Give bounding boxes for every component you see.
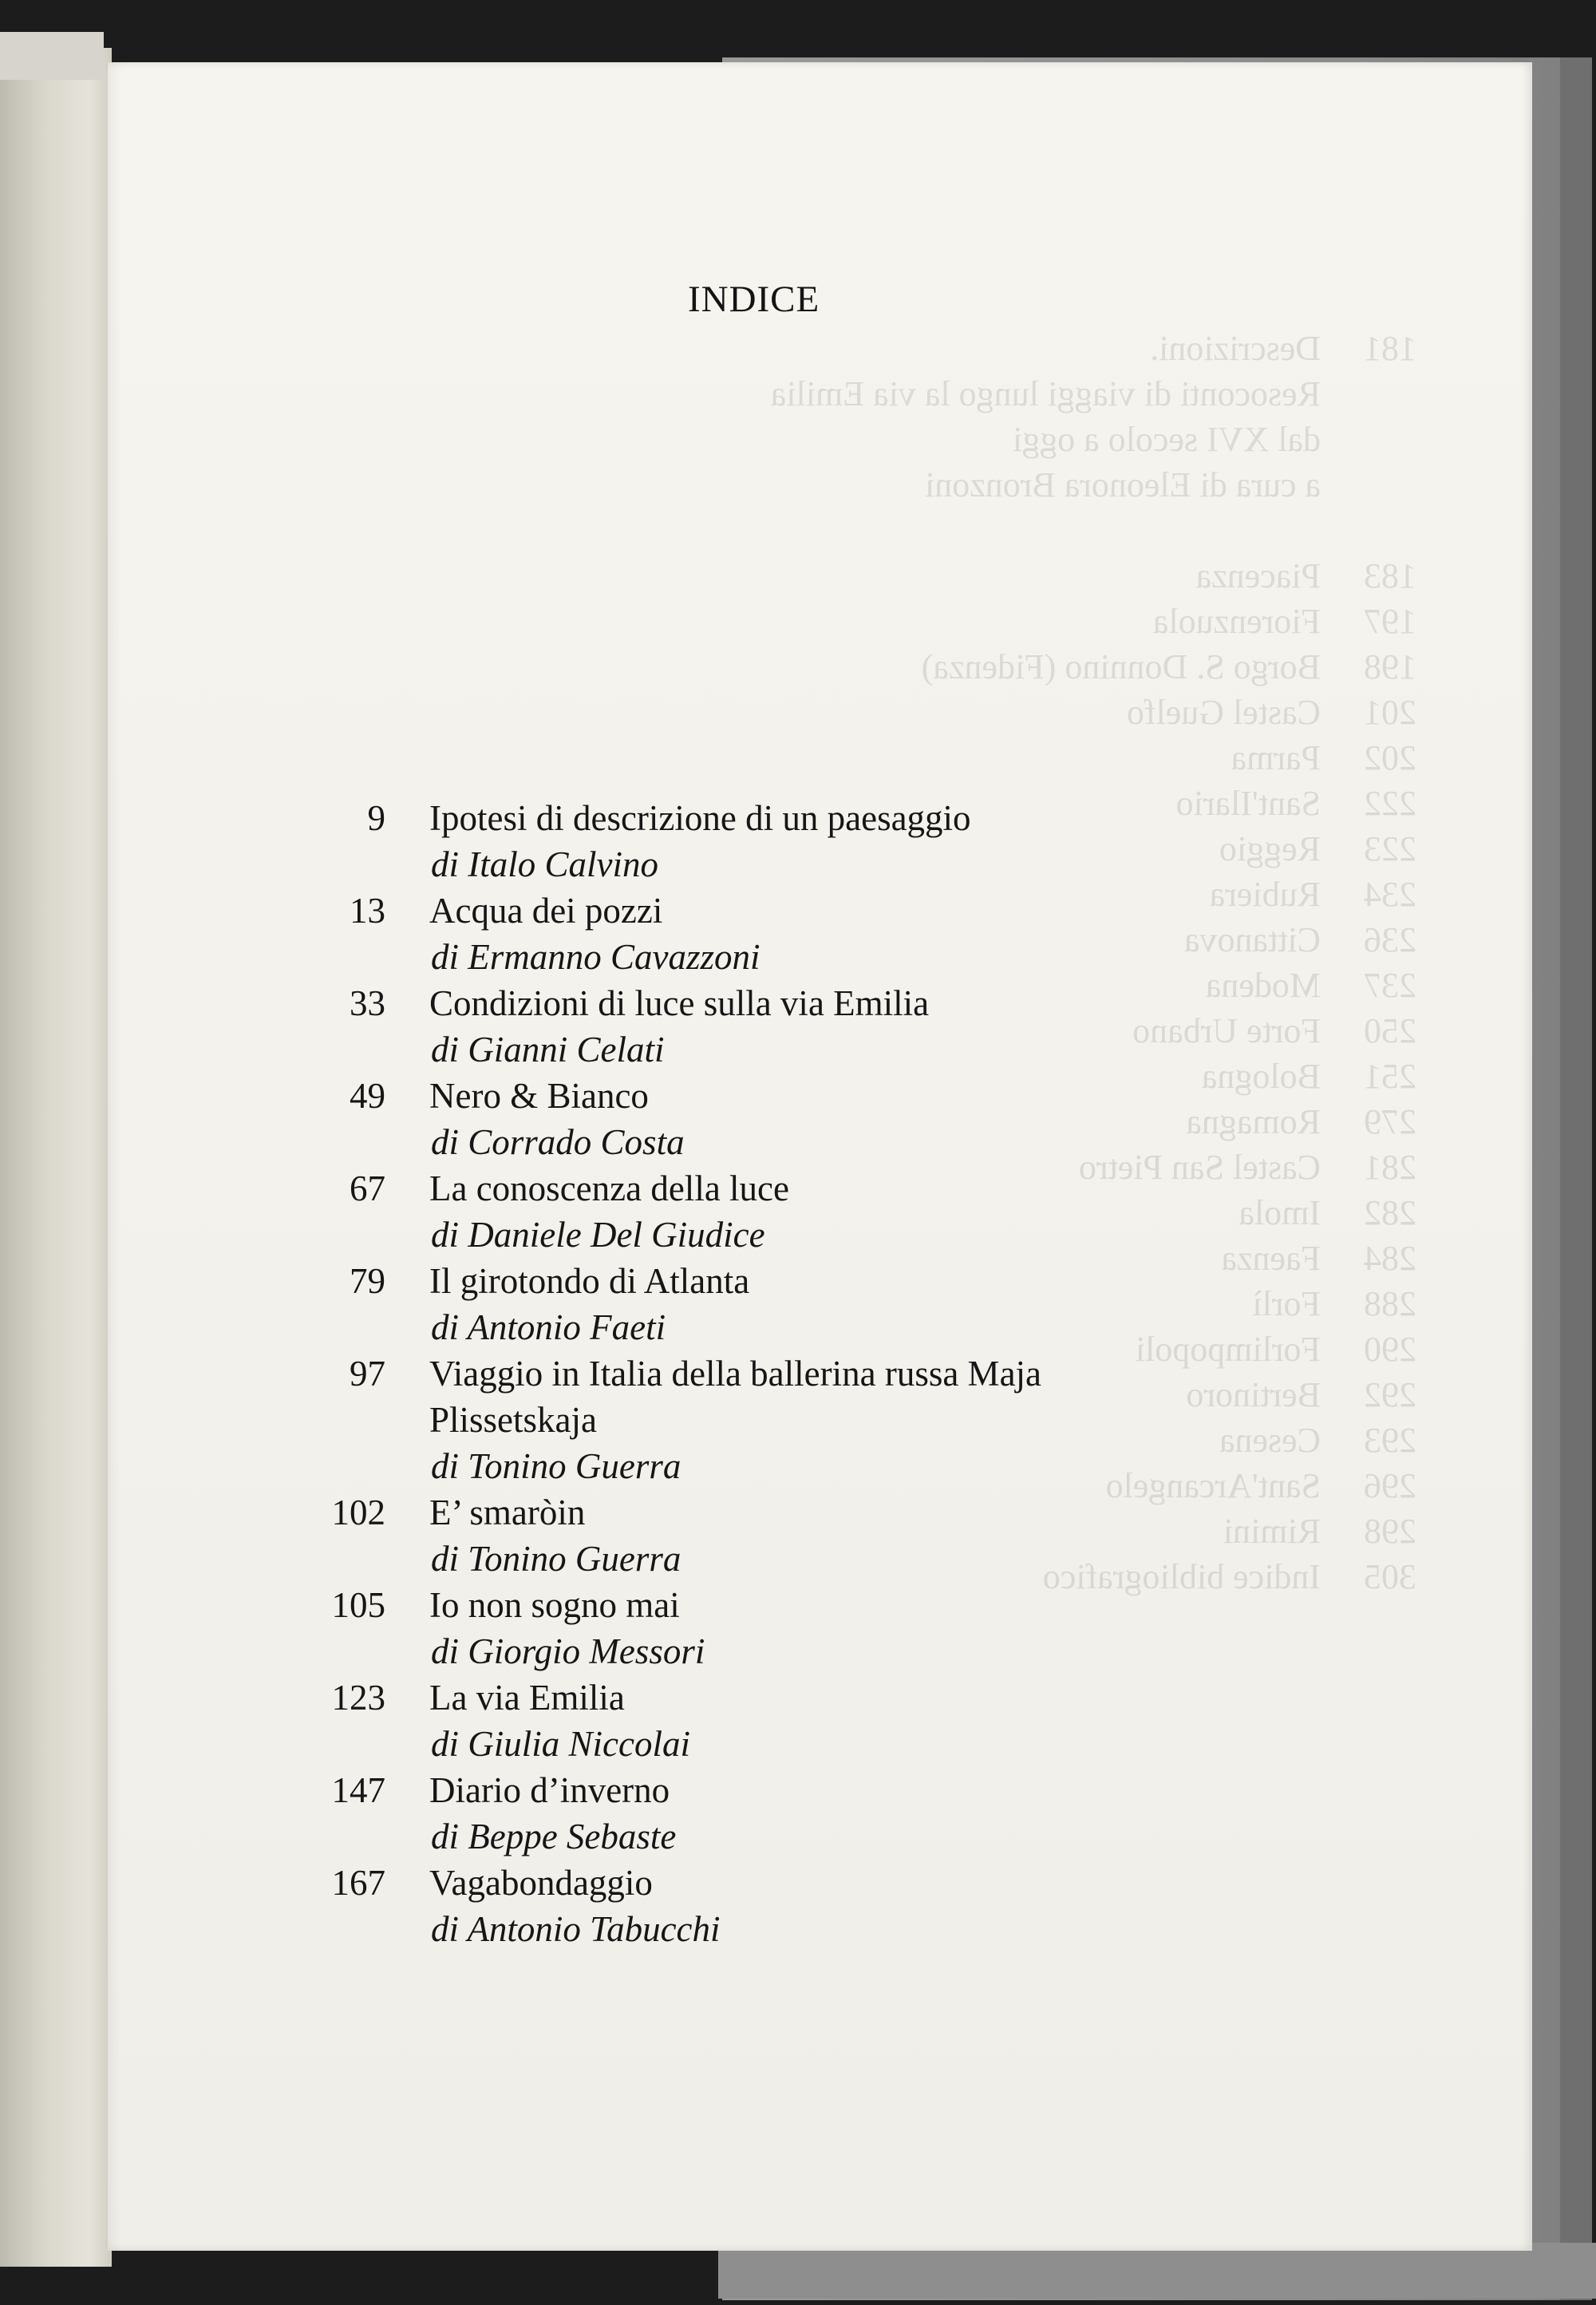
toc-entry	[315, 1674, 1225, 1767]
toc-entry-page-number: 147	[331, 1770, 385, 1810]
toc-entry-author: di Antonio Tabucchi	[431, 1909, 721, 1949]
bleed-item-text: Borgo S. Donnino (Fidenza)	[921, 647, 1321, 686]
bleed-item-text: Faenza	[1221, 1239, 1321, 1278]
toc-entry	[315, 1489, 1225, 1582]
toc-entry-title: La via Emilia	[429, 1678, 625, 1718]
bleed-item-num: 236	[1364, 920, 1416, 959]
bleed-item	[555, 599, 1416, 644]
bleed-header-line: Descrizioni.	[1150, 329, 1321, 368]
bleed-item-text: Forte Urbano	[1132, 1011, 1321, 1050]
bleed-header-line: Resoconti di viaggi lungo la via Emilia	[770, 374, 1321, 413]
toc-entry-author: di Tonino Guerra	[431, 1446, 681, 1486]
toc-entry-title: Nero & Bianco	[429, 1076, 649, 1116]
toc-entry	[315, 1073, 1225, 1165]
toc-entry-author: di Giulia Niccolai	[431, 1724, 690, 1764]
bleed-header	[555, 326, 1416, 508]
toc-entry-page-number: 105	[331, 1585, 385, 1625]
toc-entry-page-number: 9	[367, 798, 385, 838]
toc-entry	[315, 980, 1225, 1073]
bleed-item-text: Bertinoro	[1186, 1375, 1321, 1414]
toc-entry	[315, 795, 1225, 888]
bleed-item-num: 250	[1364, 1011, 1416, 1050]
toc-entry-title-continued: Plissetskaja	[429, 1400, 597, 1440]
toc-entry-page-number: 167	[331, 1863, 385, 1903]
toc-entry-author: di Italo Calvino	[431, 844, 658, 884]
toc-entry-title: Viaggio in Italia della ballerina russa Maja	[429, 1354, 1042, 1394]
toc-entry	[315, 1258, 1225, 1350]
toc-entry-page-number: 97	[350, 1354, 385, 1394]
toc-entry	[315, 1860, 1225, 1952]
toc-entry	[315, 1350, 1225, 1489]
toc-entry-title: Il girotondo di Atlanta	[429, 1261, 750, 1301]
bleed-header-line: dal XVI secolo a oggi	[1012, 420, 1321, 459]
bleed-header-lines	[771, 326, 1321, 508]
bleed-item-num: 292	[1364, 1375, 1416, 1414]
book-cover-edge	[1560, 57, 1592, 2300]
toc-entry	[315, 888, 1225, 980]
toc-entry-page-number: 49	[350, 1076, 385, 1116]
toc-entry	[315, 1582, 1225, 1674]
bleed-item-num: 237	[1364, 966, 1416, 1005]
bleed-header-num: 181	[1364, 329, 1416, 368]
bleed-item-text: Fiorenzuola	[1152, 602, 1321, 641]
left-page-edge	[0, 48, 112, 2267]
toc-entry-title: E’ smaròin	[429, 1493, 586, 1532]
toc-entry-author: di Daniele Del Giudice	[431, 1215, 765, 1255]
bleed-item-num: 296	[1364, 1466, 1416, 1505]
bleed-item-text: Reggio	[1219, 829, 1321, 868]
bleed-item-num: 288	[1364, 1284, 1416, 1323]
toc-entry-title: La conoscenza della luce	[429, 1168, 789, 1208]
bleed-item-num: 281	[1364, 1148, 1416, 1187]
toc-entry-author: di Ermanno Cavazzoni	[431, 937, 760, 977]
bleed-item-num: 282	[1364, 1193, 1416, 1232]
bleed-item-num: 293	[1364, 1421, 1416, 1460]
bleed-item-text: Imola	[1238, 1193, 1321, 1232]
toc-entry-title: Condizioni di luce sulla via Emilia	[429, 983, 930, 1023]
toc-entry-page-number: 13	[350, 891, 385, 931]
bleed-item-num: 234	[1364, 875, 1416, 914]
bleed-item	[555, 553, 1416, 599]
toc-entry-author: di Tonino Guerra	[431, 1539, 681, 1579]
table-of-contents	[315, 795, 1225, 1952]
bleed-item-text: Piacenza	[1195, 556, 1321, 595]
bleed-item-text: Parma	[1231, 738, 1321, 777]
bleed-item-num: 222	[1364, 784, 1416, 823]
page-title: INDICE	[688, 279, 820, 320]
bleed-item-num: 197	[1364, 602, 1416, 641]
toc-entry-page-number: 123	[331, 1678, 385, 1718]
toc-entry-author: di Beppe Sebaste	[431, 1817, 677, 1856]
bleed-item-text: Forlimpopoli	[1135, 1330, 1321, 1369]
bleed-item-num: 251	[1364, 1057, 1416, 1096]
bleed-item-num: 202	[1364, 738, 1416, 777]
bleed-item-num: 201	[1364, 693, 1416, 732]
bleed-item-num: 284	[1364, 1239, 1416, 1278]
toc-entry-page-number: 67	[350, 1168, 385, 1208]
bleed-item-text: Rimini	[1223, 1512, 1321, 1551]
toc-entry-page-number: 102	[331, 1493, 385, 1532]
toc-entry-title: Io non sogno mai	[429, 1585, 680, 1625]
toc-entry-author: di Gianni Celati	[431, 1030, 665, 1069]
bleed-item-text: Castel Guelfo	[1126, 693, 1321, 732]
bleed-header-line: a cura di Eleonora Bronzoni	[924, 465, 1321, 504]
bleed-item	[555, 735, 1416, 781]
bleed-item-text: Bologna	[1201, 1057, 1321, 1096]
toc-entry-author: di Corrado Costa	[431, 1122, 685, 1162]
bleed-item-num: 223	[1364, 829, 1416, 868]
bleed-item-num: 290	[1364, 1330, 1416, 1369]
bleed-item-num: 279	[1364, 1102, 1416, 1141]
bleed-item-text: Indice bibliografico	[1042, 1557, 1321, 1596]
bleed-item-num: 305	[1364, 1557, 1416, 1596]
bleed-item-num: 298	[1364, 1512, 1416, 1551]
toc-entry-page-number: 79	[350, 1261, 385, 1301]
bleed-item-text: Rubiera	[1209, 875, 1321, 914]
bleed-item-text: Sant'Arcangelo	[1105, 1466, 1321, 1505]
bleed-item-num: 183	[1364, 556, 1416, 595]
bleed-item	[555, 690, 1416, 735]
toc-entry-title: Acqua dei pozzi	[429, 891, 663, 931]
toc-entry-page-number: 33	[350, 983, 385, 1023]
bleed-item-text: Modena	[1205, 966, 1321, 1005]
bleed-item-text: Castel San Pietro	[1078, 1148, 1321, 1187]
bleed-item-text: Cesena	[1219, 1421, 1321, 1460]
bleed-item-text: Sant'Ilario	[1175, 784, 1321, 823]
bleed-item-text: Romagna	[1186, 1102, 1321, 1141]
toc-entry	[315, 1767, 1225, 1860]
left-page-tab	[0, 32, 104, 80]
toc-entry	[315, 1165, 1225, 1258]
toc-entry-author: di Giorgio Messori	[431, 1631, 705, 1671]
book-cover-bottom	[718, 2243, 1596, 2299]
toc-entry-title: Ipotesi di descrizione di un paesaggio	[429, 798, 971, 838]
bleed-item-text: Forlì	[1252, 1284, 1321, 1323]
toc-entry-author: di Antonio Faeti	[431, 1307, 666, 1347]
bleed-item-num: 198	[1364, 647, 1416, 686]
toc-entry-title: Diario d’inverno	[429, 1770, 670, 1810]
toc-entry-title: Vagabondaggio	[429, 1863, 653, 1903]
bleed-item	[555, 644, 1416, 690]
bleed-item-text: Cittanova	[1183, 920, 1321, 959]
